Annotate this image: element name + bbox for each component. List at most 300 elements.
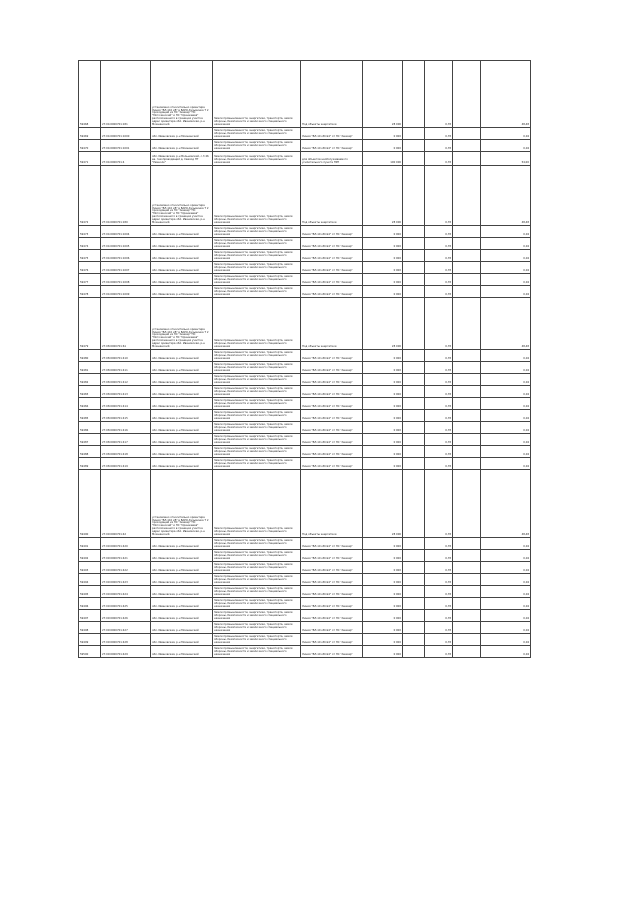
table-row [79,550,531,562]
tax-amount-cell: 0,04 [481,262,531,274]
empty-cell [453,238,481,250]
cadastral-number-cell: 27:08:0000701:410 [101,350,151,362]
row-number-cell: 59490 [79,470,101,538]
land-category-cell: Земли промышленности, энергетики, транспорта, земли обороны, безопасности и земли иного специального назначения [213,598,301,610]
area-cell: 0 000 [363,262,403,274]
empty-cell [403,61,425,128]
row-number-cell: 59470 [79,140,101,152]
empty-cell [453,226,481,238]
land-category-cell: Земли промышленности, энергетики, транспорта, земли обороны, безопасности и земли иного специального назначения [213,610,301,622]
permitted-use-cell: Под объекты энергетики [301,166,363,226]
rate-cell: 0,78 [425,646,453,658]
area-cell: 0 000 [363,128,403,140]
tax-amount-cell: 0,04 [481,362,531,374]
row-number-cell: 59492 [79,550,101,562]
table-row [79,166,531,226]
area-cell: 28 000 [363,470,403,538]
table-row [79,274,531,286]
area-cell: 0 000 [363,646,403,658]
row-number-cell: 59475 [79,250,101,262]
cadastral-number-cell: 27:09:0000701:426 [101,610,151,622]
rate-cell: 0,78 [425,446,453,458]
area-cell: 0 000 [363,386,403,398]
location-cell: обл. Ивановская, р-н Мокшанский [151,226,213,238]
location-cell: обл. Ивановская, р-н Мокшанский [151,446,213,458]
land-category-cell: Земли промышленности, энергетики, транспорта, земли обороны, безопасности и земли иного специального назначения [213,470,301,538]
cadastral-number-cell: 27:04:0000701:1008 [101,274,151,286]
cadastral-number-cell: 27:04:0000701:181 [101,61,151,128]
empty-cell [453,61,481,128]
location-cell: обл. Ивановская, р-н Мокшанский [151,458,213,470]
row-number-cell: 59482 [79,374,101,386]
location-cell: обл. Ивановская, р-н Мокшанский [151,574,213,586]
cadastral-number-cell: 27:08:0000701:416 [101,422,151,434]
empty-cell [453,458,481,470]
land-category-cell: Земли промышленности, энергетики, транспорта, земли обороны, безопасности и земли иного специального назначения [213,550,301,562]
empty-cell [453,262,481,274]
location-cell: обл. Ивановская, р-н Мокшанский [151,398,213,410]
cadastral-number-cell: 27:08:0000701:413 [101,386,151,398]
empty-cell [403,446,425,458]
empty-cell [453,298,481,350]
row-number-cell: 59486 [79,422,101,434]
permitted-use-cell: Линия "ВЛ-10 кВ №4" от ПС "Амазар" [301,562,363,574]
tax-amount-cell: 0,04 [481,250,531,262]
table-row [79,458,531,470]
table-row [79,250,531,262]
empty-cell [453,562,481,574]
tax-amount-cell: 0,04 [481,274,531,286]
area-cell: 0 000 [363,362,403,374]
location-cell: обл. Ивановская, р-н Мокшанский [151,250,213,262]
cadastral-number-cell: 27:09:0000701:420 [101,538,151,550]
empty-cell [403,374,425,386]
permitted-use-cell: Линия "ВЛ-10 кВ №4" от ПС "Амазар" [301,140,363,152]
location-cell: обл. Ивановская, р-н Мокшанский [151,598,213,610]
area-cell: 100 000 [363,152,403,166]
area-cell: 0 000 [363,574,403,586]
tax-amount-cell: 0,04 [481,446,531,458]
rate-cell: 0,78 [425,574,453,586]
cadastral-number-cell: 27:08:0000701:417 [101,434,151,446]
area-cell: 0 000 [363,610,403,622]
area-cell: 0 000 [363,250,403,262]
area-cell: 0 000 [363,140,403,152]
row-number-cell: 59480 [79,350,101,362]
land-parcel-table [78,60,531,658]
row-number-cell: 59477 [79,274,101,286]
table-row [79,646,531,658]
land-category-cell: Земли промышленности, энергетики, транспорта, земли обороны, безопасности и земли иного специального назначения [213,622,301,634]
table-row [79,598,531,610]
land-category-cell: Земли промышленности, энергетики, транспорта, земли обороны, безопасности и земли иного специального назначения [213,574,301,586]
row-number-cell: 59488 [79,446,101,458]
permitted-use-cell: для объектов необслуживаемого усилительного пункта НУП [301,152,363,166]
permitted-use-cell: Линия "ВЛ-10 кВ №4" от ПС "Амазар" [301,458,363,470]
cadastral-number-cell: 27:09:0000701:429 [101,646,151,658]
empty-cell [403,410,425,422]
cadastral-number-cell: 27:08:0000701:418 [101,446,151,458]
rate-cell: 0,78 [425,586,453,598]
empty-cell [453,634,481,646]
cadastral-number-cell: 27:09:0000701:427 [101,622,151,634]
permitted-use-cell: Линия "ВЛ-10 кВ №4" от ПС "Амазар" [301,238,363,250]
tax-amount-cell: 0,04 [481,562,531,574]
cadastral-number-cell: 27:04:0000701:1006 [101,250,151,262]
location-cell: обл. Ивановская, р-н Мокшанский [151,374,213,386]
permitted-use-cell: Линия "ВЛ-10 кВ №4" от ПС "Амазар" [301,434,363,446]
table-row [79,610,531,622]
empty-cell [403,128,425,140]
permitted-use-cell: Линия "ВЛ-10 кВ №4" от ПС "Амазар" [301,446,363,458]
tax-amount-cell: 0,04 [481,128,531,140]
empty-cell [403,434,425,446]
cadastral-number-cell: 27:04:0000701:1009 [101,286,151,298]
rate-cell: 0,78 [425,598,453,610]
tax-amount-cell: 0,04 [481,434,531,446]
rate-cell: 0,78 [425,152,453,166]
empty-cell [403,238,425,250]
land-category-cell: Земли промышленности, энергетики, транспорта, земли обороны, безопасности и земли иного специального назначения [213,586,301,598]
table-row [79,286,531,298]
permitted-use-cell: Линия "ВЛ-10 кВ №4" от ПС "Амазар" [301,362,363,374]
area-cell: 0 000 [363,634,403,646]
empty-cell [403,262,425,274]
location-cell: установлено относительно ориентира Линия "ВЛ-110 кВ" в ВАРО-Кузьминка Т 2 проходящий из ПС "Амазар" ПС "Могочинский" и ПС "Оранжевая" расположенного в границах участка адрес ориентира обл. Ивановская, р-н Мокшанский [151,470,213,538]
table-row [79,386,531,398]
permitted-use-cell: Линия "ВЛ-10 кВ №4" от ПС "Амазар" [301,598,363,610]
tax-amount-cell: 48,48 [481,470,531,538]
permitted-use-cell: Линия "ВЛ-10 кВ №4" от ПС "Амазар" [301,350,363,362]
table-row [79,61,531,128]
empty-cell [453,350,481,362]
table-row [79,634,531,646]
table-row [79,238,531,250]
location-cell: установлено относительно ориентира Линия "ВЛ-110 кВ" в ВАРО-Кузьминка Т 2 проходящий из ПС "Амазар" ПС "Могочинский" и ПС "Оранжевая" расположенного в границах участка адрес ориентира обл. Ивановская, р-н Мокшанский [151,61,213,128]
rate-cell: 0,78 [425,610,453,622]
area-cell: 0 000 [363,598,403,610]
permitted-use-cell: Линия "ВЛ-10 кВ №4" от ПС "Амазар" [301,262,363,274]
area-cell: 28 000 [363,61,403,128]
rate-cell: 0,78 [425,128,453,140]
empty-cell [453,140,481,152]
land-category-cell: Земли промышленности, энергетики, транспорта, земли обороны, безопасности и земли иного специального назначения [213,362,301,374]
location-cell: установлено относительно ориентира Линия "ВЛ-110 кВ" в ВАРО-Кузьминка Т 2 проходящий из ПС "Амазар" ПС "Могочинский" и ПС "Оранжевая" расположенного в границах участка адрес ориентира обл. Ивановская, р-н Мокшанский [151,298,213,350]
land-category-cell: Земли промышленности, энергетики, транспорта, земли обороны, безопасности и земли иного специального назначения [213,140,301,152]
tax-amount-cell: 0,04 [481,646,531,658]
empty-cell [453,410,481,422]
permitted-use-cell: Линия "ВЛ-10 кВ №4" от ПС "Амазар" [301,550,363,562]
rate-cell: 0,78 [425,538,453,550]
tax-amount-cell: 0,04 [481,538,531,550]
location-cell: обл. Ивановская, р-н Мокшанский [151,550,213,562]
permitted-use-cell: Линия "ВЛ-10 кВ №4" от ПС "Амазар" [301,250,363,262]
land-category-cell: Земли промышленности, энергетики, транспорта, земли обороны, безопасности и земли иного специального назначения [213,274,301,286]
area-cell: 0 000 [363,410,403,422]
area-cell: 0 000 [363,434,403,446]
empty-cell [403,634,425,646]
permitted-use-cell: Линия "ВЛ-10 кВ №4" от ПС "Амазар" [301,274,363,286]
row-number-cell: 59497 [79,610,101,622]
cadastral-number-cell: 27:08:0000701:412 [101,374,151,386]
table-row [79,422,531,434]
row-number-cell: 59468 [79,61,101,128]
location-cell: обл. Ивановская, р-н Мокшанский [151,274,213,286]
empty-cell [453,362,481,374]
cadastral-number-cell: 27:04:0000701:4 [101,152,151,166]
location-cell: обл. Ивановская, р-н Мокшанский [151,262,213,274]
row-number-cell: 59476 [79,262,101,274]
tax-amount-cell: 48,48 [481,61,531,128]
tax-amount-cell: 0,04 [481,226,531,238]
area-cell: 0 000 [363,350,403,362]
row-number-cell: 59496 [79,598,101,610]
permitted-use-cell: Линия "ВЛ-10 кВ №4" от ПС "Амазар" [301,286,363,298]
area-cell: 0 000 [363,562,403,574]
table-row [79,262,531,274]
permitted-use-cell: Линия "ВЛ-10 кВ №4" от ПС "Амазар" [301,386,363,398]
table-row [79,128,531,140]
table-row [79,434,531,446]
empty-cell [453,538,481,550]
permitted-use-cell: Линия "ВЛ-10 кВ №4" от ПС "Амазар" [301,374,363,386]
empty-cell [453,598,481,610]
location-cell: обл. Ивановская, р-н Мокшанский [151,238,213,250]
land-category-cell: Земли промышленности, энергетики, транспорта, земли обороны, безопасности и земли иного специального назначения [213,152,301,166]
tax-amount-cell: 0,04 [481,350,531,362]
cadastral-number-cell: 27:09:0000701:421 [101,550,151,562]
empty-cell [453,434,481,446]
empty-cell [453,574,481,586]
location-cell: обл. Ивановская, р-н Мокшанский [151,586,213,598]
empty-cell [453,422,481,434]
cadastral-number-cell: 27:08:0000701:411 [101,362,151,374]
table-row [79,562,531,574]
empty-cell [403,458,425,470]
area-cell: 0 000 [363,586,403,598]
tax-amount-cell: 0,04 [481,598,531,610]
land-category-cell: Земли промышленности, энергетики, транспорта, земли обороны, безопасности и земли иного специального назначения [213,410,301,422]
permitted-use-cell: Под объекты энергетики [301,470,363,538]
cadastral-number-cell: 27:08:0000701:61 [101,298,151,350]
cadastral-number-cell: 27:04:0000701:1005 [101,238,151,250]
permitted-use-cell: Линия "ВЛ-10 кВ №4" от ПС "Амазар" [301,574,363,586]
location-cell: обл. Ивановская, р-н Мокшанский [151,362,213,374]
row-number-cell: 59472 [79,166,101,226]
empty-cell [453,250,481,262]
tax-amount-cell: 0,04 [481,386,531,398]
empty-cell [403,622,425,634]
row-number-cell: 59489 [79,458,101,470]
rate-cell: 0,78 [425,410,453,422]
tax-amount-cell: 0,04 [481,586,531,598]
tax-amount-cell: 48,48 [481,166,531,226]
empty-cell [403,166,425,226]
tax-amount-cell: 0,04 [481,374,531,386]
rate-cell: 0,78 [425,622,453,634]
land-category-cell: Земли промышленности, энергетики, транспорта, земли обороны, безопасности и земли иного специального назначения [213,634,301,646]
cadastral-number-cell: 27:04:0000701:1001 [101,140,151,152]
rate-cell: 0,78 [425,634,453,646]
table-row [79,586,531,598]
empty-cell [453,398,481,410]
tax-amount-cell: 0,04 [481,610,531,622]
empty-cell [403,362,425,374]
location-cell: обл. Ивановская, р-н Мокшанский [151,422,213,434]
area-cell: 0 000 [363,422,403,434]
row-number-cell: 59469 [79,128,101,140]
rate-cell: 0,78 [425,562,453,574]
row-number-cell: 59481 [79,362,101,374]
permitted-use-cell: Линия "ВЛ-10 кВ №4" от ПС "Амазар" [301,410,363,422]
cadastral-number-cell: 27:09:0000701:422 [101,562,151,574]
land-category-cell: Земли промышленности, энергетики, транспорта, земли обороны, безопасности и земли иного специального назначения [213,538,301,550]
row-number-cell: 59473 [79,226,101,238]
row-number-cell: 59499 [79,634,101,646]
table-row [79,350,531,362]
permitted-use-cell: Под объекты энергетики [301,61,363,128]
table-row [79,446,531,458]
rate-cell: 0,78 [425,386,453,398]
empty-cell [403,398,425,410]
table-row [79,226,531,238]
area-cell: 0 000 [363,622,403,634]
location-cell: обл. Ивановская, р-н Мокшанский [151,128,213,140]
land-category-cell: Земли промышленности, энергетики, транспорта, земли обороны, безопасности и земли иного специального назначения [213,646,301,658]
rate-cell: 0,78 [425,262,453,274]
empty-cell [453,550,481,562]
tax-amount-cell: 0,04 [481,458,531,470]
rate-cell: 0,78 [425,398,453,410]
table-row [79,622,531,634]
empty-cell [453,586,481,598]
cadastral-number-cell: 27:08:0000701:419 [101,458,151,470]
tax-amount-cell: 0,04 [481,140,531,152]
empty-cell [403,470,425,538]
permitted-use-cell: Линия "ВЛ-10 кВ №4" от ПС "Амазар" [301,634,363,646]
land-category-cell: Земли промышленности, энергетики, транспорта, земли обороны, безопасности и земли иного специального назначения [213,166,301,226]
cadastral-number-cell: 27:09:0000701:42 [101,470,151,538]
empty-cell [453,646,481,658]
location-cell: обл. Ивановская, р-н Вольновский, с.3 46 ев. газопроводящий д. Сваход ПТ "Ремнолк" [151,152,213,166]
area-cell: 0 000 [363,226,403,238]
cadastral-number-cell: 27:04:0000701:1004 [101,226,151,238]
rate-cell: 0,78 [425,166,453,226]
area-cell: 0 000 [363,550,403,562]
empty-cell [453,374,481,386]
empty-cell [403,586,425,598]
location-cell: обл. Ивановская, р-н Мокшанский [151,646,213,658]
rate-cell: 0,78 [425,250,453,262]
table-body [79,61,531,658]
area-cell: 0 000 [363,398,403,410]
rate-cell: 0,78 [425,140,453,152]
empty-cell [403,598,425,610]
table-row [79,298,531,350]
rate-cell: 0,78 [425,374,453,386]
row-number-cell: 59483 [79,386,101,398]
tax-amount-cell: 0,04 [481,422,531,434]
tax-amount-cell: 0,04 [481,634,531,646]
land-category-cell: Земли промышленности, энергетики, транспорта, земли обороны, безопасности и земли иного специального назначения [213,298,301,350]
location-cell: обл. Ивановская, р-н Мокшанский [151,410,213,422]
table-row [79,374,531,386]
tax-amount-cell: 48,48 [481,298,531,350]
location-cell: обл. Ивановская, р-н Мокшанский [151,350,213,362]
location-cell: обл. Ивановская, р-н Мокшанский [151,562,213,574]
area-cell: 0 000 [363,286,403,298]
rate-cell: 0,78 [425,470,453,538]
empty-cell [453,386,481,398]
location-cell: обл. Ивановская, р-н Мокшанский [151,434,213,446]
table-row [79,574,531,586]
land-category-cell: Земли промышленности, энергетики, транспорта, земли обороны, безопасности и земли иного специального назначения [213,446,301,458]
empty-cell [453,166,481,226]
tax-amount-cell: 0,04 [481,398,531,410]
land-category-cell: Земли промышленности, энергетики, транспорта, земли обороны, безопасности и земли иного специального назначения [213,286,301,298]
permitted-use-cell: Линия "ВЛ-10 кВ №4" от ПС "Амазар" [301,128,363,140]
row-number-cell: 59471 [79,152,101,166]
empty-cell [403,562,425,574]
area-cell: 0 000 [363,538,403,550]
registry-table-sheet [78,60,530,859]
empty-cell [453,128,481,140]
land-category-cell: Земли промышленности, энергетики, транспорта, земли обороны, безопасности и земли иного специального назначения [213,226,301,238]
empty-cell [403,152,425,166]
tax-amount-cell: 0,04 [481,622,531,634]
cadastral-number-cell: 27:08:0000701:415 [101,410,151,422]
empty-cell [403,610,425,622]
permitted-use-cell: Линия "ВЛ-10 кВ №4" от ПС "Амазар" [301,422,363,434]
row-number-cell: 59494 [79,574,101,586]
empty-cell [403,538,425,550]
permitted-use-cell: Линия "ВЛ-10 кВ №4" от ПС "Амазар" [301,646,363,658]
permitted-use-cell: Линия "ВЛ-10 кВ №4" от ПС "Амазар" [301,586,363,598]
empty-cell [403,350,425,362]
row-number-cell: 59500 [79,646,101,658]
cadastral-number-cell: 27:04:0000701:180 [101,166,151,226]
rate-cell: 0,78 [425,422,453,434]
tax-amount-cell: 0,04 [481,574,531,586]
empty-cell [403,550,425,562]
rate-cell: 0,78 [425,286,453,298]
empty-cell [403,226,425,238]
area-cell: 0 000 [363,374,403,386]
empty-cell [403,574,425,586]
location-cell: обл. Ивановская, р-н Мокшанский [151,622,213,634]
cadastral-number-cell: 27:09:0000701:424 [101,586,151,598]
empty-cell [453,286,481,298]
empty-cell [403,250,425,262]
rate-cell: 0,78 [425,362,453,374]
land-category-cell: Земли промышленности, энергетики, транспорта, земли обороны, безопасности и земли иного специального назначения [213,422,301,434]
empty-cell [453,610,481,622]
land-category-cell: Земли промышленности, энергетики, транспорта, земли обороны, безопасности и земли иного специального назначения [213,386,301,398]
rate-cell: 0,78 [425,298,453,350]
land-category-cell: Земли промышленности, энергетики, транспорта, земли обороны, безопасности и земли иного специального назначения [213,374,301,386]
land-category-cell: Земли промышленности, энергетики, транспорта, земли обороны, безопасности и земли иного специального назначения [213,350,301,362]
location-cell: обл. Ивановская, р-н Мокшанский [151,610,213,622]
area-cell: 28 000 [363,298,403,350]
rate-cell: 0,78 [425,550,453,562]
row-number-cell: 59493 [79,562,101,574]
rate-cell: 0,78 [425,434,453,446]
tax-amount-cell: 0,04 [481,550,531,562]
empty-cell [453,622,481,634]
cadastral-number-cell: 27:09:0000701:423 [101,574,151,586]
area-cell: 28 000 [363,166,403,226]
empty-cell [403,274,425,286]
